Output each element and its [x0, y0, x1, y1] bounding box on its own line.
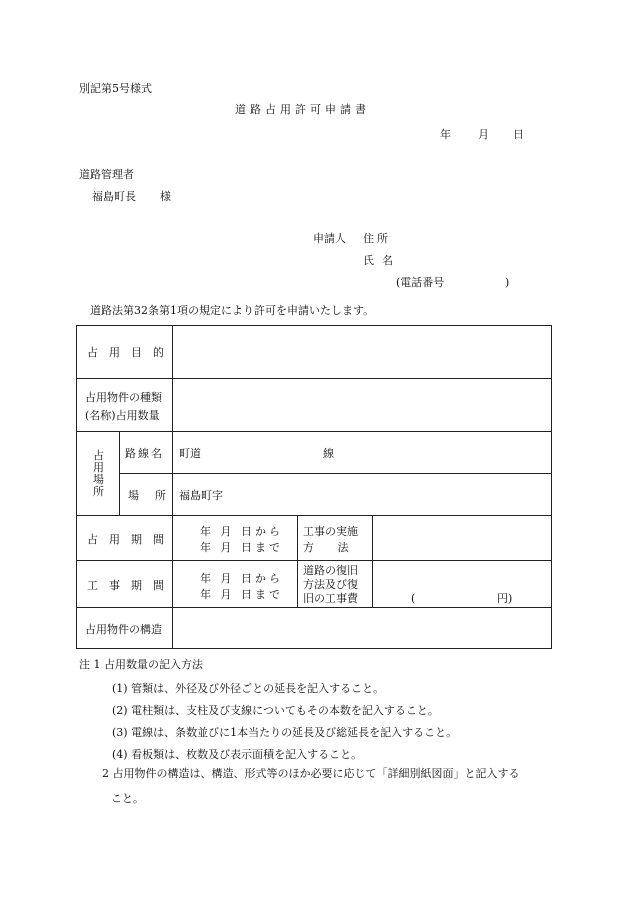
- cost-open-paren: (: [411, 592, 416, 605]
- period-input[interactable]: [172, 515, 298, 561]
- phone-close-paren: ): [505, 276, 510, 289]
- structure-input[interactable]: [172, 607, 552, 649]
- phone-label: (電話番号: [396, 276, 445, 289]
- work-to: 年 月 日まで: [200, 588, 283, 601]
- route-label: 路線名: [125, 447, 164, 460]
- date-year-label: 年: [440, 128, 451, 141]
- location-label-2: 用: [93, 461, 104, 474]
- restore-label-line2: 方法及び復: [303, 578, 358, 591]
- purpose-label-cell: [76, 325, 173, 379]
- cost-yen-close: 円): [497, 592, 513, 605]
- work-period-input[interactable]: [172, 560, 298, 608]
- restore-label-line3: 旧の工事費: [303, 592, 358, 605]
- route-label-cell: [119, 431, 173, 474]
- period-to: 年 月 日まで: [200, 541, 283, 554]
- note-item: (4) 看板類は、枚数及び表示面積を記入すること。: [112, 748, 363, 761]
- work-period-label-cell: [76, 560, 173, 608]
- intro-statement: 道路法第32条第1項の規定により許可を申請いたします。: [90, 304, 375, 317]
- structure-label: 占用物件の構造: [85, 623, 162, 636]
- address-label: 住所: [363, 232, 391, 245]
- period-label-cell: [76, 515, 173, 561]
- place-label-cell: [119, 473, 182, 516]
- work-period-label: 工事期間: [87, 579, 175, 592]
- note2-line1: 2 占用物件の構造は、構造、形式等のほか必要に応じて「詳細別紙図面」と記入する: [102, 767, 520, 780]
- period-from: 年 月 日から: [200, 525, 283, 538]
- route-suffix: 線: [323, 447, 334, 460]
- location-label-1: 占: [93, 449, 104, 462]
- restore-label-line1: 道路の復旧: [303, 564, 358, 577]
- structure-label-cell: [76, 607, 173, 649]
- restore-label-cell: [297, 560, 373, 608]
- purpose-label: 占用目的: [87, 346, 175, 359]
- addressee-name: 福島町長: [92, 190, 136, 203]
- name-label: 氏名: [363, 254, 401, 267]
- applicant-label: 申請人: [313, 232, 346, 245]
- note-item: (3) 電線は、条数並びに1本当たりの延長及び総延長を記入すること。: [112, 726, 458, 739]
- road-manager-label: 道路管理者: [79, 168, 134, 181]
- method-label-line2: 方 法: [303, 541, 359, 554]
- location-label-cell: [76, 431, 120, 516]
- route-input[interactable]: [172, 431, 552, 474]
- object-input[interactable]: [172, 378, 552, 432]
- location-label-3: 場: [93, 473, 104, 486]
- date-day-label: 日: [513, 128, 524, 141]
- object-label-line2: (名称)占用数量: [85, 409, 160, 422]
- form-number: 別記第5号様式: [79, 82, 152, 95]
- purpose-input[interactable]: [172, 325, 552, 379]
- work-from: 年 月 日から: [200, 572, 283, 585]
- method-label-cell: [297, 515, 373, 561]
- note2-line2: こと。: [111, 792, 144, 805]
- object-label-cell: [76, 378, 173, 432]
- note-item: (1) 管類は、外径及び外径ごとの延長を記入すること。: [112, 682, 385, 695]
- note-item: (2) 電柱類は、支柱及び支線についてもその本数を記入すること。: [112, 704, 439, 717]
- addressee-honorific: 様: [160, 190, 171, 203]
- notes-heading: 注 1 占用数量の記入方法: [79, 658, 203, 671]
- method-label-line1: 工事の実施: [303, 525, 358, 538]
- date-month-label: 月: [478, 128, 489, 141]
- restore-cost-input[interactable]: [372, 560, 552, 608]
- place-prefix: 福島町字: [179, 489, 223, 502]
- method-input[interactable]: [372, 515, 552, 561]
- document-title: 道路占用許可申請書: [235, 103, 370, 116]
- application-form-table: [76, 325, 552, 649]
- object-label-line1: 占用物件の種類: [85, 391, 162, 404]
- period-label: 占用期間: [87, 533, 175, 546]
- route-prefix: 町道: [179, 447, 201, 460]
- location-label-4: 所: [93, 485, 104, 498]
- place-input[interactable]: [172, 473, 552, 516]
- place-label: 場所: [128, 489, 182, 502]
